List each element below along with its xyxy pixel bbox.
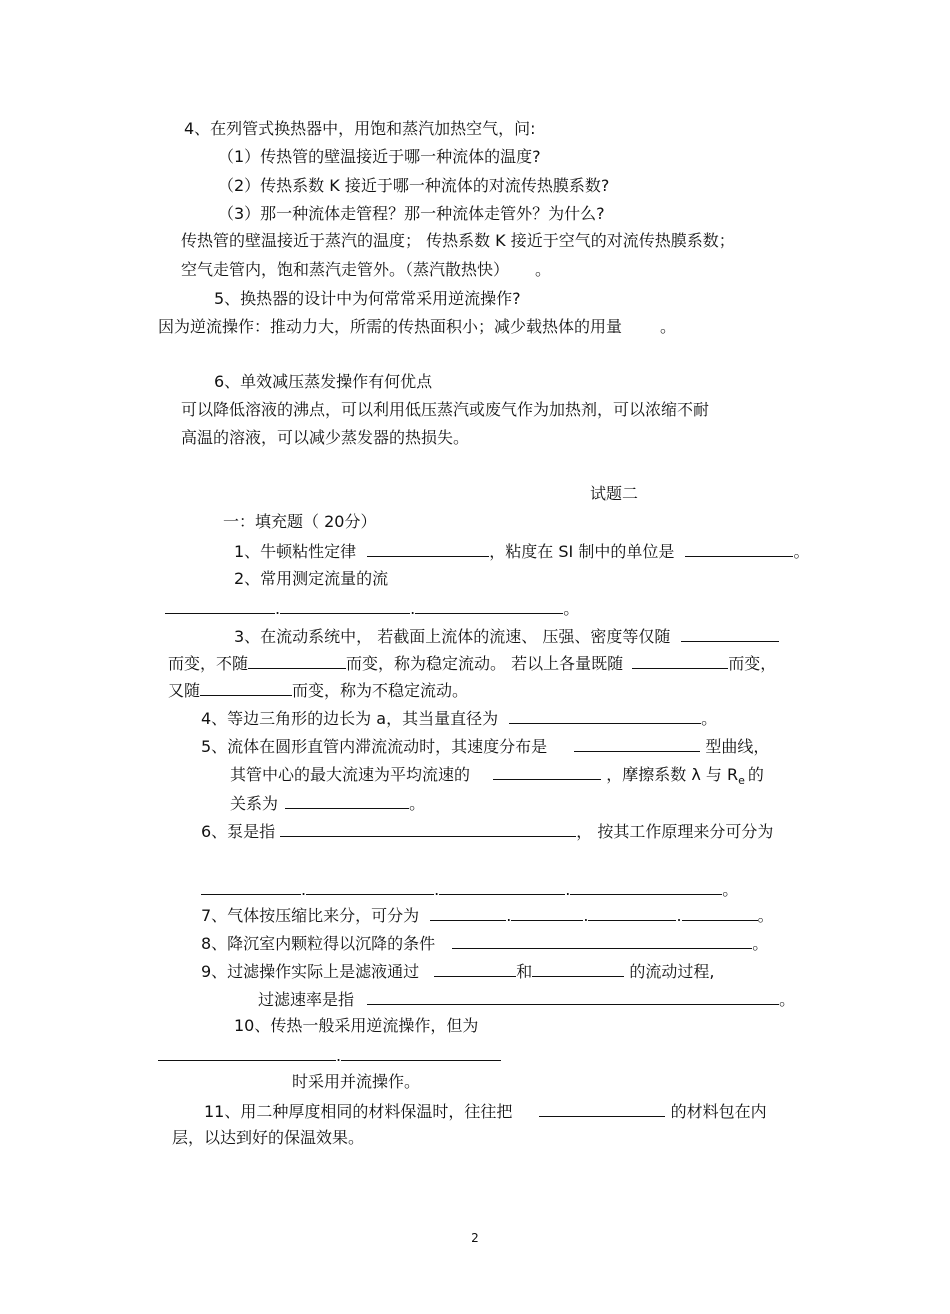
fill-6-blank-5 bbox=[570, 877, 722, 895]
fill-10-text-b: 时采用并流操作。 bbox=[292, 1072, 421, 1091]
fill-10: 10、传热一般采用逆流操作，但为 bbox=[234, 1016, 479, 1035]
fill-2-blanks bbox=[165, 596, 579, 620]
fill-3-text-e: 又随 bbox=[168, 681, 201, 700]
fill-5-lambda: λ bbox=[691, 765, 701, 784]
fill-5-line2 bbox=[230, 762, 764, 792]
fill-4-blank bbox=[509, 706, 701, 724]
fill-6-blank-3 bbox=[306, 877, 434, 895]
fill-6-period: 。 bbox=[722, 880, 739, 899]
fill-5-text-a: 5、流体在圆形直管内滞流流动时，其速度分布是 bbox=[201, 737, 548, 756]
fill-2-dot-2: . bbox=[410, 599, 416, 618]
fill-5-text-b: 型曲线， bbox=[705, 737, 770, 756]
fill-5-blank-3 bbox=[285, 791, 409, 809]
fill-5-R-sub: e bbox=[738, 774, 745, 787]
fill-3-line3 bbox=[168, 678, 468, 702]
q5-question: 5、换热器的设计中为何常常采用逆流操作? bbox=[214, 289, 521, 308]
fill-3-text-b: 而变，不随 bbox=[168, 654, 249, 673]
fill-9-line1 bbox=[201, 959, 714, 983]
fill-7-text: 7、气体按压缩比来分，可分为 bbox=[201, 906, 420, 925]
fill-5-line3 bbox=[230, 791, 425, 815]
fill-9-period: 。 bbox=[779, 990, 796, 1009]
fill-2-period: 。 bbox=[563, 599, 580, 618]
q4-sub3: （3）那一种流体走管程？那一种流体走管外？为什么? bbox=[218, 204, 605, 223]
fill-4-text: 4、等边三角形的边长为 a，其当量直径为 bbox=[201, 709, 499, 728]
fill-4 bbox=[201, 706, 717, 730]
fill-5-text-g: 关系为 bbox=[230, 794, 279, 813]
q5-answer-text: 因为逆流操作：推动力大，所需的传热面积小；减少载热体的用量 bbox=[158, 317, 623, 336]
fill-8 bbox=[201, 931, 768, 955]
fill-3-line2 bbox=[168, 651, 776, 675]
fill-2: 2、常用测定流量的流 bbox=[234, 569, 389, 588]
fill-5-line1 bbox=[201, 734, 769, 758]
q4-question: 4、在列管式换热器中，用饱和蒸汽加热空气，问: bbox=[184, 119, 536, 138]
fill-7-dot-3: . bbox=[676, 906, 682, 925]
fill-11-text-b: 的材料包在内 bbox=[670, 1102, 767, 1121]
fill-6-text-b: 按其工作原理来分可分为 bbox=[597, 822, 774, 841]
fill-6-blanks bbox=[201, 877, 738, 901]
fill-7-blank-4 bbox=[682, 903, 758, 921]
fill-2-blank-2 bbox=[280, 596, 410, 614]
fill-9-line2 bbox=[258, 987, 795, 1011]
q4-sub1: （1）传热管的壁温接近于哪一种流体的温度? bbox=[218, 147, 541, 166]
fill-7-blank-2 bbox=[511, 903, 583, 921]
fill-9-blank-3 bbox=[367, 987, 779, 1005]
fill-3-text-a: 3、在流动系统中， 若截面上流体的流速、 压强、密度等仅随 bbox=[234, 627, 671, 646]
fill-7 bbox=[201, 903, 774, 927]
fill-3-text-f: 而变，称为不稳定流动。 bbox=[292, 681, 469, 700]
fill-9-blank-2 bbox=[532, 959, 624, 977]
fill-3-text-c: 而变，称为稳定流动。 若以上各量既随 bbox=[346, 654, 624, 673]
fill-3-blank-4 bbox=[200, 678, 292, 696]
fill-11-line1 bbox=[204, 1099, 767, 1123]
fill-3-text-d: 而变， bbox=[728, 654, 777, 673]
q5-answer bbox=[158, 316, 676, 338]
fill-11-blank bbox=[539, 1099, 665, 1117]
section-fill-in: 一：填充题（ 20分） bbox=[223, 512, 377, 531]
fill-6-comma: ， bbox=[576, 822, 593, 841]
fill-6-blank-1 bbox=[280, 819, 576, 837]
fill-5-R: R bbox=[726, 765, 739, 784]
fill-10-blank-2 bbox=[341, 1043, 501, 1061]
q4-sub2: （2）传热系数 K 接近于哪一种流体的对流传热膜系数? bbox=[218, 176, 610, 195]
fill-7-dot-2: . bbox=[583, 906, 589, 925]
fill-1-blank-1 bbox=[367, 539, 489, 557]
fill-2-blank-3 bbox=[415, 596, 563, 614]
fill-4-period: 。 bbox=[701, 709, 718, 728]
fill-3-blank-1 bbox=[681, 624, 779, 642]
fill-8-text: 8、降沉室内颗粒得以沉降的条件 bbox=[201, 934, 436, 953]
fill-9-text-b: 和 bbox=[516, 962, 533, 981]
fill-5-blank-2 bbox=[493, 762, 601, 780]
fill-6-text-a: 6、泵是指 bbox=[201, 822, 276, 841]
q4-answer2-text: 空气走管内，饱和蒸汽走管外。（蒸汽散热快） bbox=[181, 260, 502, 279]
fill-11-text-a: 11、用二种厚度相同的材料保温时，往往把 bbox=[204, 1102, 513, 1121]
fill-1-text-a: 1、牛顿粘性定律 bbox=[234, 542, 357, 561]
fill-10-blanks bbox=[158, 1043, 501, 1067]
fill-6 bbox=[201, 819, 773, 843]
fill-9-text-a: 9、过滤操作实际上是滤液通过 bbox=[201, 962, 420, 981]
fill-1-period: 。 bbox=[793, 542, 810, 561]
fill-1 bbox=[234, 539, 809, 563]
page-number: 2 bbox=[471, 1231, 479, 1245]
fill-7-blank-3 bbox=[588, 903, 676, 921]
fill-5-period: 。 bbox=[409, 794, 426, 813]
q6-answer2: 高温的溶液，可以减少蒸发器的热损失。 bbox=[181, 428, 470, 447]
fill-5-text-d: ，摩擦系数 bbox=[606, 765, 687, 784]
fill-11-line2: 层，以达到好的保温效果。 bbox=[172, 1128, 365, 1147]
fill-2-dot-1: . bbox=[275, 599, 281, 618]
fill-6-dot-1: . bbox=[301, 880, 307, 899]
fill-6-dot-3: . bbox=[565, 880, 571, 899]
fill-6-blank-4 bbox=[439, 877, 565, 895]
fill-5-blank-1 bbox=[574, 734, 700, 752]
fill-2-blank-1 bbox=[165, 596, 275, 614]
fill-8-period: 。 bbox=[752, 934, 769, 953]
fill-6-dot-2: . bbox=[434, 880, 440, 899]
q4-answer1: 传热管的壁温接近于蒸汽的温度； 传热系数 K 接近于空气的对流传热膜系数； bbox=[181, 231, 735, 250]
fill-5-text-e: 与 bbox=[705, 765, 722, 784]
fill-6-blank-2 bbox=[201, 877, 301, 895]
fill-1-blank-2 bbox=[685, 539, 793, 557]
q4-answer2-end: 。 bbox=[535, 260, 552, 279]
fill-10-dot: . bbox=[336, 1046, 342, 1065]
fill-7-blank-1 bbox=[430, 903, 506, 921]
fill-5-text-c: 其管中心的最大流速为平均流速的 bbox=[230, 765, 471, 784]
fill-1-text-b: ，粘度在 SI 制中的单位是 bbox=[489, 542, 675, 561]
fill-8-blank bbox=[452, 931, 752, 949]
fill-3-blank-3 bbox=[632, 651, 728, 669]
fill-3-line1 bbox=[234, 624, 779, 648]
fill-9-text-c: 的流动过程, bbox=[629, 962, 715, 981]
fill-7-dot-1: . bbox=[506, 906, 512, 925]
q5-answer-end: 。 bbox=[660, 317, 677, 336]
fill-9-blank-1 bbox=[434, 959, 516, 977]
fill-10-blank-1 bbox=[158, 1043, 336, 1061]
fill-7-period: 。 bbox=[757, 906, 774, 925]
fill-9-text-d: 过滤速率是指 bbox=[258, 990, 355, 1009]
q6-question: 6、单效减压蒸发操作有何优点 bbox=[214, 372, 433, 391]
q4-answer2 bbox=[181, 259, 551, 281]
q6-answer1: 可以降低溶液的沸点，可以利用低压蒸汽或废气作为加热剂，可以浓缩不耐 bbox=[181, 400, 710, 419]
fill-3-blank-2 bbox=[248, 651, 346, 669]
exam2-title: 试题二 bbox=[590, 484, 639, 503]
fill-5-text-f: 的 bbox=[747, 765, 764, 784]
